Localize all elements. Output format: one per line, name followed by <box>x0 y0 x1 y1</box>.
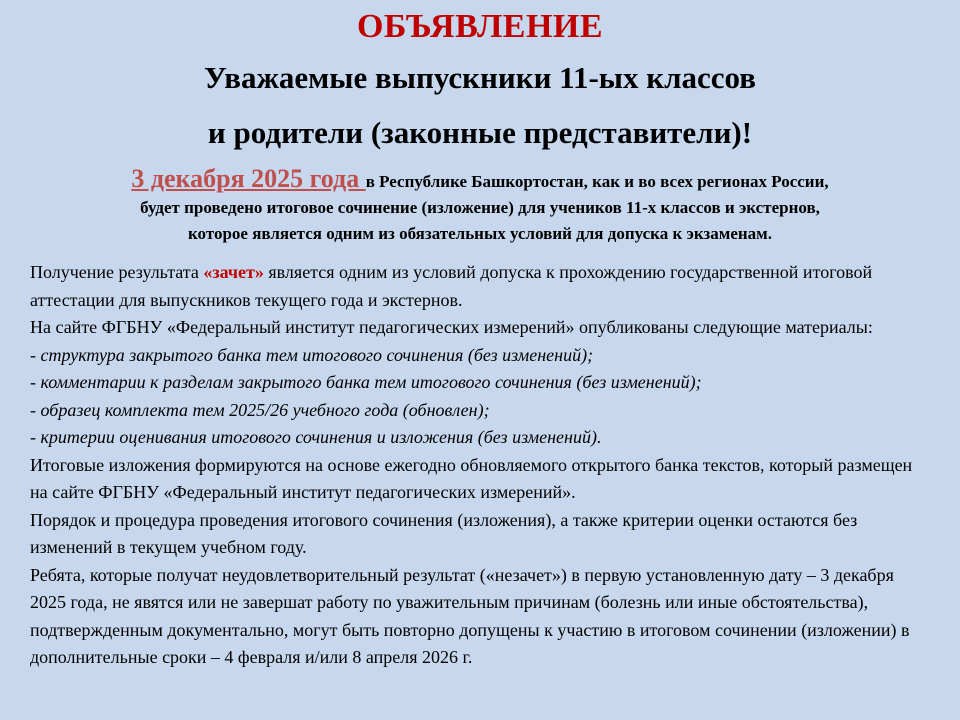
paragraph-materials: На сайте ФГБНУ «Федеральный институт педагогических измерений» опубликованы следующие материалы: <box>30 317 873 337</box>
list-item <box>30 369 930 397</box>
paragraph-zachet-end: является одним из условий допуска к прохождению государственной итоговой аттестации для выпускников текущего года и экстернов. <box>30 262 873 310</box>
zachet-term: «зачет» <box>203 262 264 282</box>
event-date: 3 декабря 2025 года <box>131 164 366 193</box>
list-item-text: критерии оценивания итогового сочинения и изложения (без изменений). <box>40 427 602 447</box>
list-item <box>30 397 930 425</box>
headline-line-2: и родители (законные представители)! <box>207 115 753 150</box>
headline-line-1: Уважаемые выпускники 11-ых классов <box>204 60 756 95</box>
intro-line-1-text: в Республике Башкортостан, как и во всех регионах России, <box>365 172 829 191</box>
paragraph-procedure: Порядок и процедура проведения итогового сочинения (изложения), а также критерии оценки остаются без изменений в текущем учебном году. <box>30 509 858 557</box>
paragraph-open-bank: Итоговые изложения формируются на основе ежегодно обновляемого открытого банка текстов, который размещен на сайте ФГБНУ «Федеральный институт педагогических измерений». <box>30 454 913 502</box>
list-item-prefix: - <box>30 399 41 420</box>
list-item-prefix: - <box>30 372 41 392</box>
paragraph-zachet <box>30 259 930 314</box>
announcement-title: ОБЪЯВЛЕНИЕ <box>356 8 604 45</box>
list-item <box>30 342 930 370</box>
paragraph-zachet-start: Получение результата <box>30 262 204 282</box>
intro-line-1 <box>20 166 940 195</box>
list-item-prefix: - <box>30 427 41 447</box>
list-item-text: структура закрытого банка тем итогового сочинения (без изменений); <box>40 344 594 365</box>
body-text <box>30 259 930 672</box>
list-item <box>30 424 930 452</box>
list-item-text: образец комплекта тем 2025/26 учебного года (обновлен); <box>40 399 490 420</box>
list-item-prefix: - <box>30 344 41 365</box>
intro-line-2: будет проведено итоговое сочинение (изложение) для учеников 11-х классов и экстернов, <box>140 198 820 217</box>
intro-line-3: которое является одним из обязательных условий для допуска к экзаменам. <box>187 224 772 243</box>
list-item-text: комментарии к разделам закрытого банка тем итогового сочинения (без изменений); <box>40 372 702 392</box>
intro-paragraph <box>20 166 940 247</box>
paragraph-retake: Ребята, которые получат неудовлетворительный результат («незачет») в первую установленную дату – 3 декабря 2025 года, не явятся или не завершат работу по уважительным причинам (болезнь или иные обстоятельства), подтвержденным документально, могут быть повторно допущены к участию в итоговом сочинении (изложении) в дополнительные сроки – 4 февраля и/или 8 апреля 2026 г. <box>30 564 910 667</box>
